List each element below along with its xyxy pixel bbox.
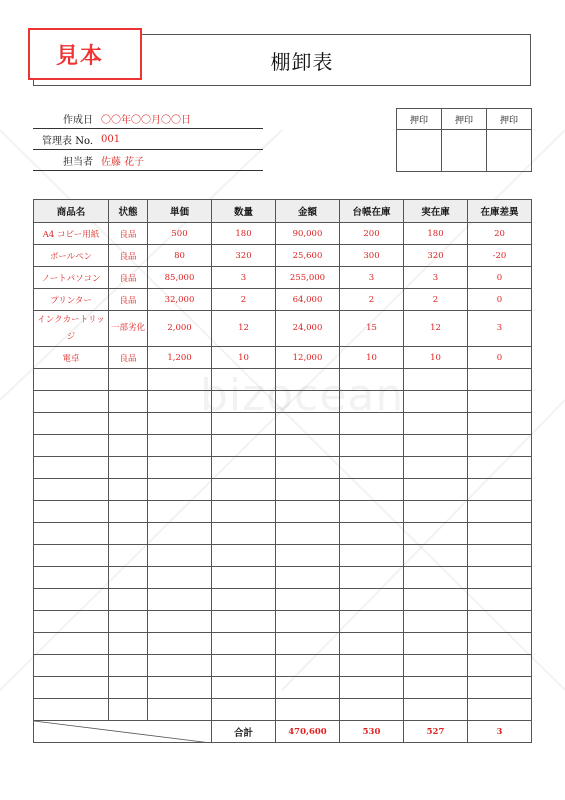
empty-table-cell[interactable]: [276, 633, 340, 655]
empty-table-cell[interactable]: [340, 435, 404, 457]
table-cell[interactable]: 180: [212, 223, 276, 245]
empty-table-cell[interactable]: [148, 655, 212, 677]
column-header: 単価: [148, 200, 212, 223]
empty-table-cell[interactable]: [276, 655, 340, 677]
empty-table-cell[interactable]: [276, 369, 340, 391]
empty-table-cell[interactable]: [212, 545, 276, 567]
table-cell[interactable]: 0: [468, 289, 532, 311]
seal-table: [396, 108, 532, 172]
empty-table-cell[interactable]: [109, 545, 148, 567]
empty-table-cell[interactable]: [34, 479, 109, 501]
empty-table-cell[interactable]: [212, 369, 276, 391]
table-cell[interactable]: 300: [340, 245, 404, 267]
column-header: 商品名: [34, 200, 109, 223]
table-cell[interactable]: 85,000: [148, 267, 212, 289]
empty-table-cell[interactable]: [468, 677, 532, 699]
empty-table-cell[interactable]: [212, 391, 276, 413]
table-cell[interactable]: 3: [468, 311, 532, 347]
empty-table-cell[interactable]: [34, 633, 109, 655]
empty-table-cell[interactable]: [340, 633, 404, 655]
empty-table-cell[interactable]: [148, 413, 212, 435]
empty-table-cell[interactable]: [212, 655, 276, 677]
empty-table-cell[interactable]: [468, 545, 532, 567]
table-cell[interactable]: 255,000: [276, 267, 340, 289]
seal-box[interactable]: [397, 130, 442, 172]
empty-table-cell[interactable]: [404, 567, 468, 589]
empty-table-cell[interactable]: [34, 435, 109, 457]
empty-table-cell[interactable]: [340, 391, 404, 413]
empty-table-cell[interactable]: [468, 457, 532, 479]
table-cell[interactable]: 3: [212, 267, 276, 289]
table-cell[interactable]: 良品: [109, 289, 148, 311]
empty-table-cell[interactable]: [148, 391, 212, 413]
empty-table-row: [34, 567, 532, 589]
empty-table-cell[interactable]: [212, 567, 276, 589]
empty-table-cell[interactable]: [340, 545, 404, 567]
empty-table-cell[interactable]: [212, 479, 276, 501]
empty-table-cell[interactable]: [404, 413, 468, 435]
column-header: 実在庫: [404, 200, 468, 223]
table-row: [34, 223, 532, 245]
empty-table-cell[interactable]: [212, 677, 276, 699]
table-cell[interactable]: 良品: [109, 267, 148, 289]
empty-table-cell[interactable]: [468, 589, 532, 611]
empty-table-cell[interactable]: [404, 655, 468, 677]
empty-table-cell[interactable]: [109, 567, 148, 589]
seal-box[interactable]: [487, 130, 532, 172]
empty-table-row: [34, 611, 532, 633]
table-row: [34, 245, 532, 267]
empty-table-cell[interactable]: [404, 457, 468, 479]
table-row: [34, 267, 532, 289]
empty-table-cell[interactable]: [212, 589, 276, 611]
empty-table-cell[interactable]: [468, 369, 532, 391]
table-cell[interactable]: 200: [340, 223, 404, 245]
empty-table-cell[interactable]: [276, 699, 340, 721]
table-cell[interactable]: 500: [148, 223, 212, 245]
table-cell[interactable]: 80: [148, 245, 212, 267]
empty-table-cell[interactable]: [212, 501, 276, 523]
total-blank-cell: [34, 721, 212, 743]
empty-table-cell[interactable]: [109, 699, 148, 721]
empty-table-cell[interactable]: [340, 501, 404, 523]
empty-table-cell[interactable]: [276, 589, 340, 611]
total-label: 合計: [212, 721, 276, 743]
empty-table-cell[interactable]: [468, 435, 532, 457]
empty-table-cell[interactable]: [276, 391, 340, 413]
empty-table-cell[interactable]: [404, 479, 468, 501]
seal-header: 押印: [442, 109, 487, 130]
table-cell[interactable]: 25,600: [276, 245, 340, 267]
empty-table-cell[interactable]: [148, 677, 212, 699]
empty-table-cell[interactable]: [468, 479, 532, 501]
inventory-table: [33, 199, 532, 743]
empty-table-cell[interactable]: [34, 677, 109, 699]
empty-table-cell[interactable]: [468, 567, 532, 589]
empty-table-cell[interactable]: [109, 391, 148, 413]
table-cell[interactable]: 3: [404, 267, 468, 289]
table-cell[interactable]: 20: [468, 223, 532, 245]
sample-stamp: 見本: [28, 28, 142, 80]
empty-table-cell[interactable]: [468, 501, 532, 523]
empty-table-cell[interactable]: [468, 633, 532, 655]
empty-table-cell[interactable]: [276, 567, 340, 589]
empty-table-cell[interactable]: [148, 523, 212, 545]
empty-table-cell[interactable]: [468, 413, 532, 435]
empty-table-cell[interactable]: [34, 567, 109, 589]
info-row-number: [33, 129, 263, 150]
empty-table-cell[interactable]: [340, 677, 404, 699]
empty-table-cell[interactable]: [34, 611, 109, 633]
empty-table-cell[interactable]: [340, 369, 404, 391]
empty-table-cell[interactable]: [109, 413, 148, 435]
empty-table-cell[interactable]: [276, 479, 340, 501]
person-label: 担当者: [63, 156, 93, 168]
total-actual-stock: 527: [404, 721, 468, 743]
table-cell[interactable]: プリンター: [34, 289, 109, 311]
table-cell[interactable]: ノートパソコン: [34, 267, 109, 289]
table-row: [34, 311, 532, 347]
empty-table-cell[interactable]: [34, 413, 109, 435]
empty-table-row: [34, 677, 532, 699]
column-header: 台帳在庫: [340, 200, 404, 223]
diagonal-line: [34, 721, 211, 743]
table-cell[interactable]: 12: [404, 311, 468, 347]
empty-table-cell[interactable]: [340, 523, 404, 545]
empty-table-row: [34, 391, 532, 413]
table-cell[interactable]: 2: [212, 289, 276, 311]
empty-table-row: [34, 369, 532, 391]
empty-table-cell[interactable]: [404, 501, 468, 523]
date-value[interactable]: 〇〇年〇〇月〇〇日: [101, 114, 191, 126]
table-cell[interactable]: 10: [404, 347, 468, 369]
table-cell[interactable]: 180: [404, 223, 468, 245]
table-cell[interactable]: 良品: [109, 245, 148, 267]
empty-table-row: [34, 501, 532, 523]
empty-table-cell[interactable]: [109, 523, 148, 545]
empty-table-cell[interactable]: [109, 677, 148, 699]
empty-table-cell[interactable]: [109, 457, 148, 479]
empty-table-cell[interactable]: [148, 369, 212, 391]
empty-table-cell[interactable]: [109, 655, 148, 677]
empty-table-cell[interactable]: [212, 435, 276, 457]
empty-table-cell[interactable]: [34, 545, 109, 567]
table-cell[interactable]: 一部劣化: [109, 311, 148, 347]
empty-table-cell[interactable]: [148, 699, 212, 721]
empty-table-cell[interactable]: [212, 633, 276, 655]
empty-table-cell[interactable]: [34, 655, 109, 677]
empty-table-cell[interactable]: [340, 567, 404, 589]
empty-table-cell[interactable]: [109, 435, 148, 457]
table-cell[interactable]: 24,000: [276, 311, 340, 347]
table-cell[interactable]: 90,000: [276, 223, 340, 245]
empty-table-cell[interactable]: [340, 413, 404, 435]
empty-table-cell[interactable]: [340, 611, 404, 633]
table-header-row: [34, 200, 532, 223]
empty-table-row: [34, 545, 532, 567]
empty-table-cell[interactable]: [276, 523, 340, 545]
empty-table-cell[interactable]: [109, 479, 148, 501]
empty-table-cell[interactable]: [148, 457, 212, 479]
table-cell[interactable]: 0: [468, 347, 532, 369]
empty-table-cell[interactable]: [340, 479, 404, 501]
empty-table-cell[interactable]: [340, 699, 404, 721]
empty-table-cell[interactable]: [404, 523, 468, 545]
table-cell[interactable]: 良品: [109, 347, 148, 369]
table-cell[interactable]: 良品: [109, 223, 148, 245]
total-amount: 470,600: [276, 721, 340, 743]
empty-table-cell[interactable]: [148, 589, 212, 611]
empty-table-cell[interactable]: [276, 435, 340, 457]
empty-table-cell[interactable]: [276, 413, 340, 435]
empty-table-cell[interactable]: [34, 523, 109, 545]
table-cell[interactable]: 12,000: [276, 347, 340, 369]
empty-table-row: [34, 413, 532, 435]
empty-table-cell[interactable]: [404, 589, 468, 611]
table-row: [34, 347, 532, 369]
empty-table-cell[interactable]: [468, 655, 532, 677]
empty-table-cell[interactable]: [109, 611, 148, 633]
table-cell[interactable]: 320: [404, 245, 468, 267]
empty-table-cell[interactable]: [404, 391, 468, 413]
empty-table-cell[interactable]: [148, 501, 212, 523]
empty-table-cell[interactable]: [148, 611, 212, 633]
empty-table-cell[interactable]: [212, 413, 276, 435]
empty-table-cell[interactable]: [148, 435, 212, 457]
column-header: 金額: [276, 200, 340, 223]
empty-table-cell[interactable]: [34, 699, 109, 721]
seal-header: 押印: [487, 109, 532, 130]
empty-table-cell[interactable]: [468, 611, 532, 633]
empty-table-cell[interactable]: [404, 699, 468, 721]
empty-table-cell[interactable]: [212, 457, 276, 479]
person-value[interactable]: 佐藤 花子: [101, 156, 145, 168]
empty-table-row: [34, 435, 532, 457]
date-label: 作成日: [63, 114, 93, 126]
seal-header: 押印: [397, 109, 442, 130]
table-cell[interactable]: 0: [468, 267, 532, 289]
empty-table-cell[interactable]: [109, 501, 148, 523]
empty-table-cell[interactable]: [276, 457, 340, 479]
table-cell[interactable]: 3: [340, 267, 404, 289]
empty-table-cell[interactable]: [340, 589, 404, 611]
table-cell[interactable]: -20: [468, 245, 532, 267]
empty-table-row: [34, 479, 532, 501]
empty-table-cell[interactable]: [109, 633, 148, 655]
empty-table-cell[interactable]: [404, 545, 468, 567]
empty-table-cell[interactable]: [404, 633, 468, 655]
empty-table-cell[interactable]: [468, 699, 532, 721]
column-header: 在庫差異: [468, 200, 532, 223]
empty-table-row: [34, 589, 532, 611]
empty-table-cell[interactable]: [34, 501, 109, 523]
table-body: [34, 223, 532, 721]
table-cell[interactable]: インクカートリッジ: [34, 311, 109, 347]
table-cell[interactable]: 電卓: [34, 347, 109, 369]
empty-table-cell[interactable]: [109, 589, 148, 611]
page-title: 棚卸表: [270, 49, 334, 74]
empty-table-cell[interactable]: [404, 677, 468, 699]
total-row: [34, 721, 532, 743]
empty-table-cell[interactable]: [276, 677, 340, 699]
table-cell[interactable]: A4 コピー用紙: [34, 223, 109, 245]
table-cell[interactable]: 2: [404, 289, 468, 311]
empty-table-row: [34, 457, 532, 479]
empty-table-cell[interactable]: [404, 369, 468, 391]
empty-table-row: [34, 699, 532, 721]
table-cell[interactable]: 1,200: [148, 347, 212, 369]
table-cell[interactable]: 2: [340, 289, 404, 311]
info-row-date: [33, 108, 263, 129]
empty-table-row: [34, 523, 532, 545]
table-cell[interactable]: 15: [340, 311, 404, 347]
empty-table-cell[interactable]: [468, 391, 532, 413]
empty-table-cell[interactable]: [148, 479, 212, 501]
empty-table-cell[interactable]: [34, 457, 109, 479]
empty-table-cell[interactable]: [404, 435, 468, 457]
empty-table-cell[interactable]: [148, 545, 212, 567]
table-cell[interactable]: 10: [340, 347, 404, 369]
table-cell[interactable]: 2,000: [148, 311, 212, 347]
empty-table-cell[interactable]: [34, 391, 109, 413]
total-difference: 3: [468, 721, 532, 743]
table-cell[interactable]: 320: [212, 245, 276, 267]
empty-table-cell[interactable]: [212, 611, 276, 633]
number-value[interactable]: 001: [101, 133, 121, 145]
empty-table-row: [34, 633, 532, 655]
table-cell[interactable]: 10: [212, 347, 276, 369]
table-cell[interactable]: 12: [212, 311, 276, 347]
empty-table-cell[interactable]: [148, 633, 212, 655]
empty-table-cell[interactable]: [34, 369, 109, 391]
empty-table-cell[interactable]: [276, 545, 340, 567]
seal-box[interactable]: [442, 130, 487, 172]
empty-table-cell[interactable]: [468, 523, 532, 545]
empty-table-row: [34, 655, 532, 677]
table-cell[interactable]: 32,000: [148, 289, 212, 311]
number-label: 管理表 No.: [42, 135, 93, 147]
table-cell[interactable]: ボールペン: [34, 245, 109, 267]
total-ledger-stock: 530: [340, 721, 404, 743]
column-header: 数量: [212, 200, 276, 223]
empty-table-cell[interactable]: [212, 699, 276, 721]
empty-table-cell[interactable]: [109, 369, 148, 391]
empty-table-cell[interactable]: [404, 611, 468, 633]
empty-table-cell[interactable]: [212, 523, 276, 545]
table-row: [34, 289, 532, 311]
empty-table-cell[interactable]: [148, 567, 212, 589]
table-cell[interactable]: 64,000: [276, 289, 340, 311]
empty-table-cell[interactable]: [276, 501, 340, 523]
empty-table-cell[interactable]: [340, 457, 404, 479]
info-row-person: [33, 150, 263, 171]
empty-table-cell[interactable]: [276, 611, 340, 633]
empty-table-cell[interactable]: [340, 655, 404, 677]
empty-table-cell[interactable]: [34, 589, 109, 611]
column-header: 状態: [109, 200, 148, 223]
watermark-text: bizocean: [200, 370, 405, 421]
